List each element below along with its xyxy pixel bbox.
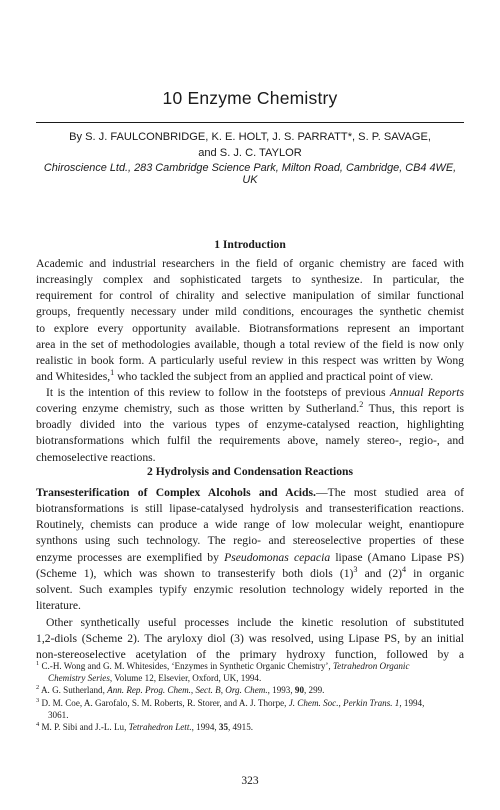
author-list xyxy=(36,130,464,161)
text-line: biotransformations which fulfil the requirements above, namely stereo-, regio-, and xyxy=(36,434,464,448)
text-line xyxy=(36,485,464,501)
footnote-number: 3 xyxy=(36,696,40,704)
inline-text: D. M. Coe, A. Garofalo, S. M. Roberts, R. Storer, and A. J. Thorpe, xyxy=(39,697,289,708)
hydrolysis-paragraph-2 xyxy=(36,615,464,663)
section-heading-hydrolysis: 2 Hydrolysis and Condensation Reactions xyxy=(147,465,353,478)
text-line: solvent. Such examples typify enzymic resolution technology widely reported in the xyxy=(36,582,464,596)
inline-text: , 4915. xyxy=(228,722,254,733)
footnote-continuation: 3061. xyxy=(48,709,69,720)
introduction-paragraph-1 xyxy=(36,256,464,385)
inline-text: in organic xyxy=(406,566,465,580)
footnote-1 xyxy=(36,660,464,684)
citation-ref[interactable]: 2 xyxy=(359,400,364,410)
italic-text: Tetrahedron Lett. xyxy=(128,722,192,733)
italic-text: Tetrahedron Organic xyxy=(332,661,410,671)
text-line: Routinely, chemists can produce a wide range of low molecular weight, enantiopure xyxy=(36,518,464,532)
inline-text: Thus, this report is xyxy=(363,402,464,416)
italic-text: Ann. Rep. Prog. Chem., Sect. B, Org. Chem. xyxy=(107,685,268,696)
footnote-3 xyxy=(36,697,464,721)
inline-text: C.-H. Wong and G. M. Whitesides, ‘Enzymes in Synthetic Organic Chemistry’, xyxy=(39,661,333,671)
citation-ref[interactable]: 1 xyxy=(110,368,115,378)
text-line: 1,2-diols (Scheme 2). The aryloxy diol (3) was resolved, using Lipase PS, by an initial xyxy=(36,632,464,646)
text-line: Other synthetically useful processes include the kinetic resolution of substituted xyxy=(46,616,464,629)
author-line-2: and S. J. C. TAYLOR xyxy=(198,146,302,159)
text-line: area in the set of methodologies available, though a total review of the field is now only xyxy=(36,337,464,351)
inline-text: and Whitesides, xyxy=(36,370,111,384)
text-line: broadly divided into the various types of enzyme-catalysed reaction, highlighting xyxy=(36,418,464,432)
text-line xyxy=(36,385,464,401)
volume-number: 90 xyxy=(294,685,304,696)
footnote-number: 4 xyxy=(36,720,40,728)
inline-text: who tackled the subject from an applied and practical point of view. xyxy=(114,370,434,384)
inline-text: M. P. Sibi and J.-L. Lu, xyxy=(39,722,129,733)
text-line: groups, frequently necessary under mild conditions, encourages the synthetic chemist xyxy=(36,305,464,319)
text-line: biotransformations is still lipase-catalysed hydrolysis and transesterification reactions. xyxy=(36,502,464,516)
run-in-heading: Transesterification of Complex Alcohols and Acids. xyxy=(36,486,316,499)
text-line xyxy=(36,566,464,582)
footnotes xyxy=(36,660,464,733)
text-line: chemoselective reactions. xyxy=(36,450,156,464)
section-heading-introduction: 1 Introduction xyxy=(214,238,286,251)
text-line xyxy=(36,550,464,566)
text-line xyxy=(36,401,464,417)
text-line: to explore every opportunity available. Biotransformations represent an important xyxy=(36,321,464,335)
inline-text: (Scheme 1), which was shown to transesterify both diols (1) xyxy=(36,566,354,580)
inline-text: enzyme processes are exemplified by xyxy=(36,550,225,564)
text-line: increasingly complex and sophisticated targets to synthesize. In particular, the xyxy=(36,273,464,287)
inline-text: A. G. Sutherland, xyxy=(39,685,108,696)
inline-text: , 1994, xyxy=(399,697,425,708)
inline-text: , 1993, xyxy=(267,685,295,696)
affiliation: Chiroscience Ltd., 283 Cambridge Science Park, Milton Road, Cambridge, CB4 4WE, UK xyxy=(43,162,457,186)
text-line: synthons using such technology. The regio- and stereoselective properties of these xyxy=(36,534,464,548)
text-line: non-stereoselective acetylation of the primary hydroxy function, followed by a xyxy=(36,648,464,662)
text-line: requirement for control of chirality and selective manipulation of similar functional xyxy=(36,289,464,303)
chapter-title: 10 Enzyme Chemistry xyxy=(162,88,338,108)
inline-text: It is the intention of this review to follow in the footsteps of previous xyxy=(46,386,390,399)
footnote-number: 2 xyxy=(36,684,40,692)
footnote-continuation xyxy=(48,672,464,684)
footnote-2 xyxy=(36,684,464,696)
footnote-4 xyxy=(36,721,464,733)
inline-text: , Volume 12, Elsevier, Oxford, UK, 1994. xyxy=(109,673,262,684)
inline-text: —The most studied area of xyxy=(315,486,464,499)
author-line-1: By S. J. FAULCONBRIDGE, K. E. HOLT, J. S. PARRATT*, S. P. SAVAGE, xyxy=(69,131,431,143)
inline-text: , 299. xyxy=(303,685,325,696)
inline-text: covering enzyme chemistry, such as those written by Sutherland. xyxy=(36,402,360,416)
italic-text: J. Chem. Soc., Perkin Trans. 1 xyxy=(288,697,400,708)
volume-number: 35 xyxy=(218,722,228,733)
title-rule xyxy=(36,122,464,123)
footnote-number: 1 xyxy=(36,659,40,667)
introduction-paragraph-2 xyxy=(36,385,464,466)
italic-text: Pseudomonas cepacia xyxy=(224,550,331,564)
citation-ref[interactable]: 4 xyxy=(402,564,407,574)
italic-text: Chemistry Series xyxy=(48,673,110,684)
page-number: 323 xyxy=(241,775,259,787)
inline-text: and (2) xyxy=(357,566,403,580)
inline-text: , 1994, xyxy=(191,722,219,733)
inline-text: lipase (Amano Lipase PS) xyxy=(330,550,464,564)
italic-text: Annual Reports xyxy=(389,386,464,399)
citation-ref[interactable]: 3 xyxy=(353,564,358,574)
text-line xyxy=(36,369,464,385)
text-line: realistic in book form. A particularly useful review in this respect was written by Wong xyxy=(36,353,464,367)
text-line: literature. xyxy=(36,599,81,613)
hydrolysis-paragraph-1 xyxy=(36,485,464,614)
text-line: Academic and industrial researchers in the field of organic chemistry are faced with xyxy=(36,257,464,270)
